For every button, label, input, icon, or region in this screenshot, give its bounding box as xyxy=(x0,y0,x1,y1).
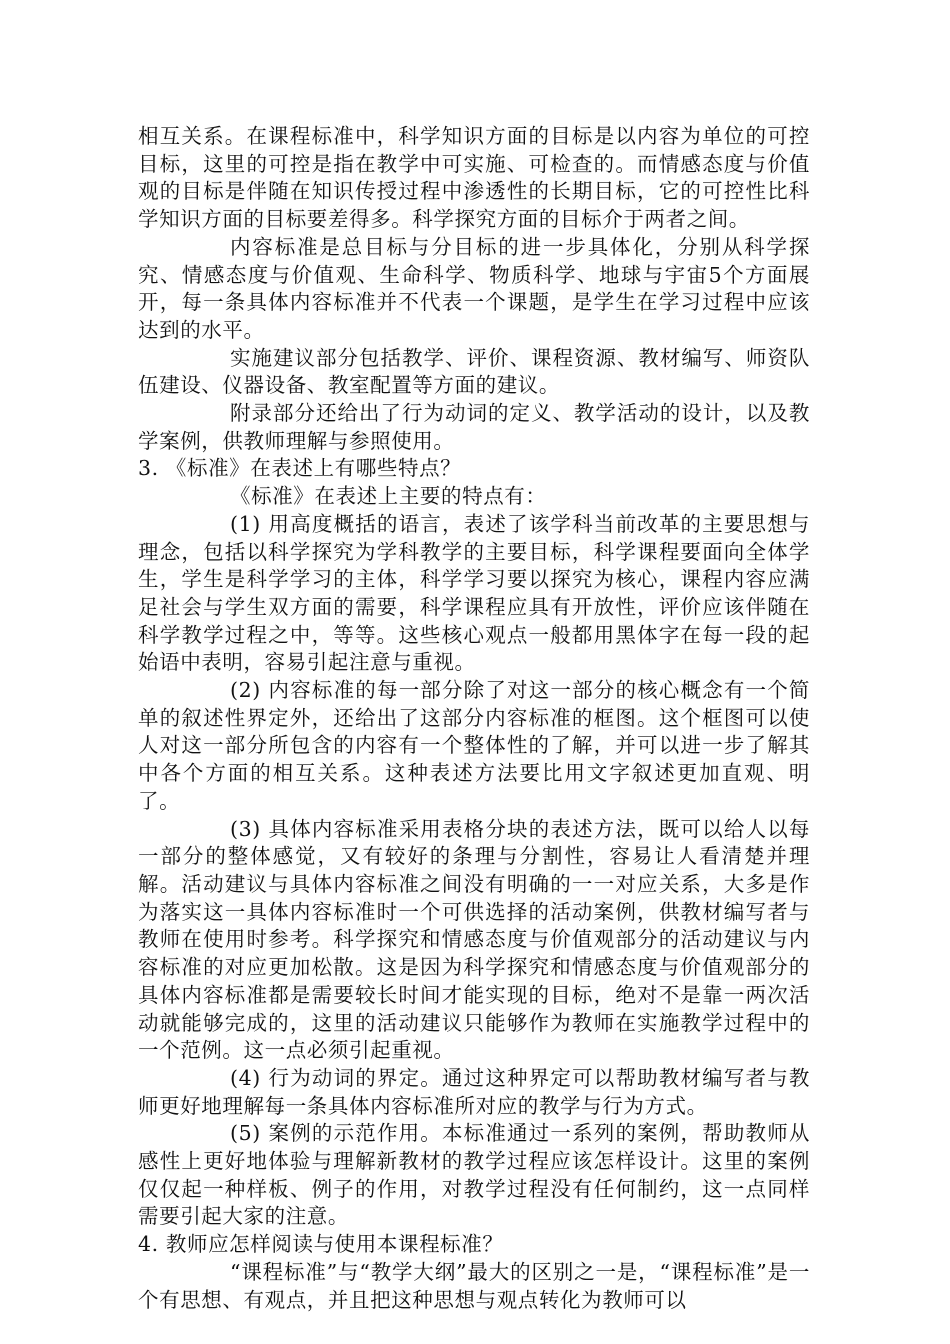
list-item-feature-3: (3) 具体内容标准采用表格分块的表述方法，既可以给人以每一部分的整体感觉，又有较好的条理与分割性，容易让人看清楚并理解。活动建议与具体内容标准之间没有明确的一一对应关系，大多是作为落实这一具体内容标准时一个可供选择的活动案例，供教材编写者与教师在使用时参考。科学探究和情感态度与价值观部分的活动建议与内容标准的对应更加松散。这是因为科学探究和情感态度与价值观部分的具体内容标准都是需要较长时间才能实现的目标，绝对不是靠一两次活动就能够完成的，这里的活动建议只能够作为教师在实施教学过程中的一个范例。这一点必须引起重视。 xyxy=(138,816,810,1063)
question-heading-4: 4. 教师应怎样阅读与使用本课程标准？ xyxy=(138,1232,504,1257)
question-heading-3: 3. 《标准》在表述上有哪些特点？ xyxy=(138,456,462,481)
paragraph-standard-vs-syllabus: “课程标准”与“教学大纲”最大的区别之一是，“课程标准”是一个有思想、有观点，并且把这种思想与观点转化为教师可以 xyxy=(138,1259,810,1312)
list-item-feature-1: (1) 用高度概括的语言，表述了该学科当前改革的主要思想与理念，包括以科学探究为学科教学的主要目标，科学课程要面向全体学生，学生是科学学习的主体，科学学习要以探究为核心，课程内容应满足社会与学生双方面的需要，科学课程应具有开放性，评价应该伴随在科学教学过程之中，等等。这些核心观点一般都用黑体字在每一段的起始语中表明，容易引起注意与重视。 xyxy=(138,511,810,675)
paragraph-continuation: 相互关系。在课程标准中，科学知识方面的目标是以内容为单位的可控目标，这里的可控是指在教学中可实施、可检查的。而情感态度与价值观的目标是伴随在知识传授过程中渗透性的长期目标，它的可控性比科学知识方面的目标要差得多。科学探究方面的目标介于两者之间。 xyxy=(138,124,810,232)
paragraph-appendix: 附录部分还给出了行为动词的定义、教学活动的设计，以及教学案例，供教师理解与参照使用。 xyxy=(138,401,810,453)
paragraph-implementation: 实施建议部分包括教学、评价、课程资源、教材编写、师资队伍建设、仪器设备、教室配置等方面的建议。 xyxy=(138,345,810,398)
list-item-feature-2: (2) 内容标准的每一部分除了对这一部分的核心概念有一个简单的叙述性界定外，还给出了这部分内容标准的框图。这个框图可以使人对这一部分所包含的内容有一个整体性的了解，并可以进一步了解其中各个方面的相互关系。这种表述方法要比用文字叙述更加直观、明了。 xyxy=(138,678,810,813)
paragraph-content-standard: 内容标准是总目标与分目标的进一步具体化，分别从科学探究、情感态度与价值观、生命科学、物质科学、地球与宇宙5个方面展开，每一条具体内容标准并不代表一个课题，是学生在学习过程中应该达到的水平。 xyxy=(138,234,810,342)
document-body xyxy=(138,123,810,1314)
paragraph-features-intro: 《标准》在表述上主要的特点有： xyxy=(230,484,547,509)
list-item-feature-4: (4) 行为动词的界定。通过这种界定可以帮助教材编写者与教师更好地理解每一条具体内容标准所对应的教学与行为方式。 xyxy=(138,1065,810,1118)
list-item-feature-5: (5) 案例的示范作用。本标准通过一系列的案例，帮助教师从感性上更好地体验与理解新教材的教学过程应该怎样设计。这里的案例仅仅起一种样板、例子的作用，对教学过程没有任何制约，这一点同样需要引起大家的注意。 xyxy=(138,1121,810,1229)
